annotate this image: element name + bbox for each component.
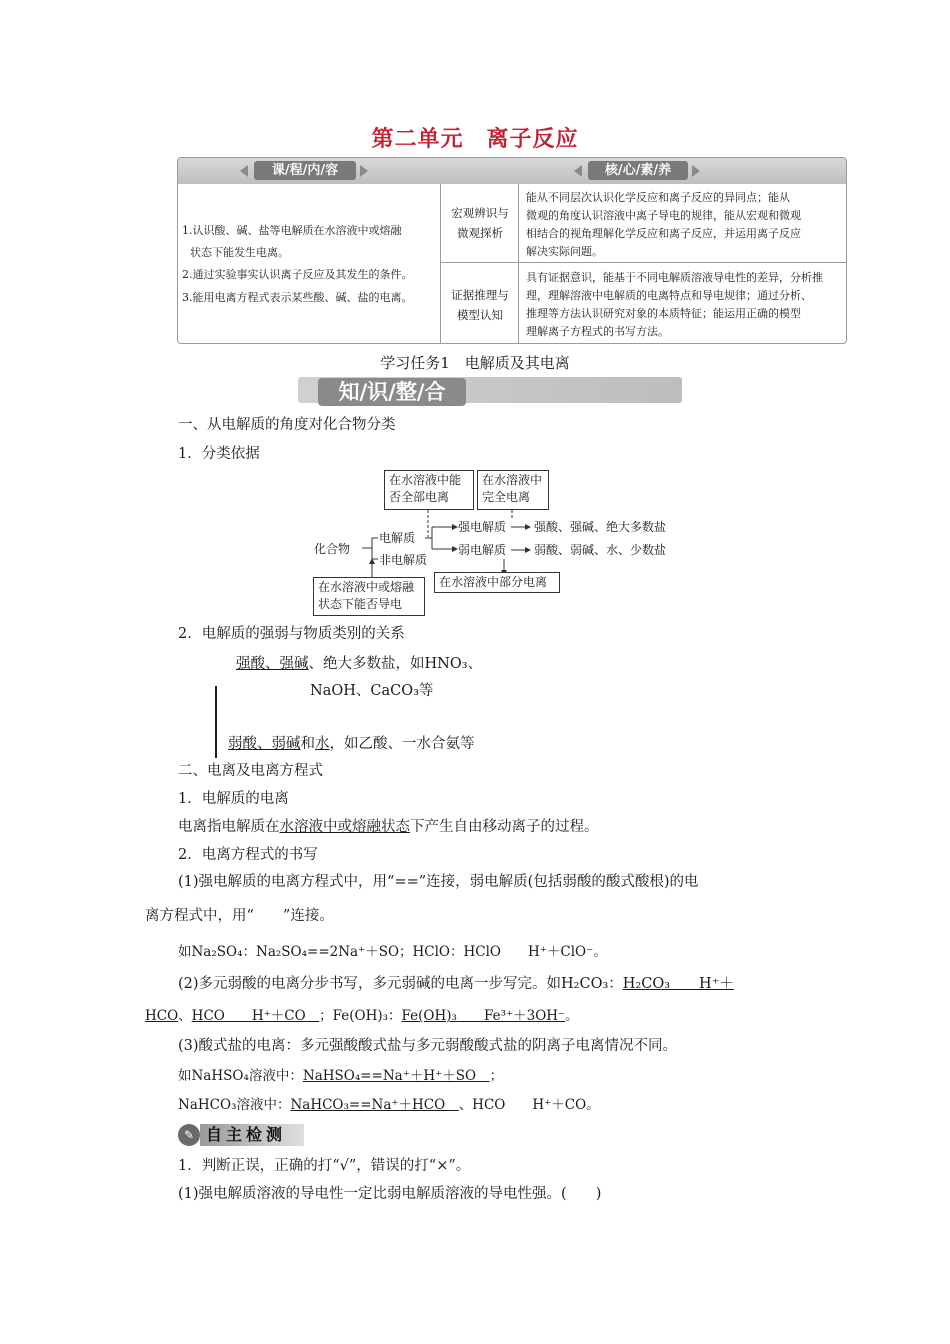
box-text: 在水溶液中或熔融 bbox=[318, 580, 415, 594]
banner-label: 知/识/整/合 bbox=[318, 378, 466, 406]
literacy-label: 模型认知 bbox=[457, 308, 503, 322]
course-item: 2.通过实验事实认识离子反应及其发生的条件。 bbox=[182, 268, 413, 281]
box-text: 状态下能否导电 bbox=[318, 597, 403, 611]
section-heading: 二、电离及电离方程式 bbox=[178, 763, 323, 779]
core-literacy-header: 核/心/素/养 bbox=[588, 161, 688, 180]
example bbox=[178, 1093, 600, 1113]
relation-text: ，如乙酸、一水合氨等 bbox=[329, 736, 475, 752]
paragraph-text: (2)多元弱酸的电离分步书写，多元弱碱的电离一步写完。如H₂CO₃： bbox=[178, 976, 623, 992]
literacy-label: 微观探析 bbox=[457, 226, 503, 240]
subheading: 1．分类依据 bbox=[178, 446, 260, 462]
bracket-line bbox=[215, 686, 217, 758]
right-arrow-icon bbox=[692, 165, 700, 177]
label-electrolyte: 电解质 bbox=[379, 531, 416, 545]
question-item: (1)强电解质溶液的导电性一定比弱电解质溶液的导电性强。( ) bbox=[178, 1186, 602, 1202]
answer-blank: H₂CO₃ H⁺＋ bbox=[622, 976, 734, 992]
separator: 、 bbox=[265, 656, 280, 672]
self-check-icon: ✎ bbox=[178, 1124, 200, 1146]
subheading: 2．电解质的强弱与物质类别的关系 bbox=[178, 626, 405, 642]
separator: 、 bbox=[257, 736, 272, 752]
definition bbox=[178, 815, 599, 836]
relation-text: 和 bbox=[300, 736, 315, 752]
box-text: 在水溶液中部分电离 bbox=[439, 575, 548, 589]
label-strong-electrolyte: 强电解质 bbox=[458, 520, 507, 534]
label-weak-result: 弱酸、弱碱、水、少数盐 bbox=[534, 543, 667, 557]
label-compound: 化合物 bbox=[314, 542, 351, 556]
paragraph: 离方程式中，用“ ”连接。 bbox=[145, 908, 334, 924]
separator: 、 bbox=[178, 1008, 192, 1024]
relation-line bbox=[236, 652, 482, 673]
literacy-text: 相结合的视角理解化学反应和离子反应，并运用离子反应 bbox=[526, 227, 801, 240]
relation-line: NaOH、CaCO₃等 bbox=[310, 683, 434, 699]
box-ionization-criterion bbox=[384, 470, 474, 510]
literacy-text: 能从不同层次认识化学反应和离子反应的异同点；能从 bbox=[526, 191, 790, 204]
example: 如Na₂SO₄：Na₂SO₄==2Na⁺＋SO；HClO：HClO H⁺＋ClO⁻。 bbox=[178, 944, 607, 960]
self-check-label: 自主检测 bbox=[200, 1124, 304, 1146]
example-text: ； bbox=[489, 1068, 504, 1084]
page-title: 第二单元 离子反应 bbox=[371, 127, 579, 152]
definition-text: 下产生自由移动离子的过程。 bbox=[410, 819, 599, 835]
answer-blank: HCO bbox=[145, 1008, 179, 1024]
answer-blank: NaHSO₄==Na⁺＋H⁺＋SO bbox=[302, 1068, 490, 1084]
paragraph bbox=[178, 972, 734, 993]
literacy-text: 理解离子方程式的书写方法。 bbox=[526, 325, 669, 338]
box-text: 否全部电离 bbox=[389, 490, 450, 504]
objectives-header-bar bbox=[178, 158, 846, 184]
knowledge-banner bbox=[298, 377, 682, 403]
answer-blank: 强酸 bbox=[236, 656, 265, 672]
answer-blank: 水 bbox=[315, 736, 330, 752]
literacy-label: 宏观辨识与 bbox=[451, 206, 509, 220]
right-arrow-icon bbox=[360, 165, 368, 177]
literacy-text: 微观的角度认识溶液中离子导电的规律，能从宏观和微观 bbox=[526, 209, 801, 222]
task-title: 学习任务1 电解质及其电离 bbox=[380, 354, 570, 372]
left-arrow-icon bbox=[240, 165, 248, 177]
paragraph bbox=[145, 1004, 579, 1024]
literacy-text: 具有证据意识，能基于不同电解质溶液导电性的差异，分析推 bbox=[526, 271, 823, 284]
subheading: 1．电解质的电离 bbox=[178, 791, 289, 807]
course-item: 1.认识酸、碱、盐等电解质在水溶液中或熔融 bbox=[182, 224, 402, 237]
example-text: 、HCO H⁺＋CO。 bbox=[458, 1097, 600, 1113]
objectives-table bbox=[177, 157, 847, 344]
literacy-text: 理，理解溶液中电解质的电离特点和导电规律；通过分析、 bbox=[526, 289, 812, 302]
box-text: 完全电离 bbox=[482, 490, 531, 504]
label-strong-result: 强酸、强碱、绝大多数盐 bbox=[534, 520, 667, 534]
paragraph-text: ；Fe(OH)₃： bbox=[319, 1008, 402, 1024]
answer-blank: HCO H⁺＋CO bbox=[191, 1008, 320, 1024]
box-conductivity-criterion bbox=[313, 577, 425, 616]
answer-blank: 强碱 bbox=[279, 656, 309, 672]
course-content-header: 课/程/内/容 bbox=[254, 161, 356, 180]
relation-line bbox=[228, 732, 475, 753]
box-partial-ionization bbox=[434, 572, 560, 593]
example bbox=[178, 1064, 503, 1084]
literacy-label: 证据推理与 bbox=[451, 288, 509, 302]
label-weak-electrolyte: 弱电解质 bbox=[458, 543, 507, 557]
definition-text: 电离指电解质在 bbox=[178, 819, 280, 835]
box-text: 在水溶液中能 bbox=[389, 473, 462, 487]
example-text: 如NaHSO₄溶液中： bbox=[178, 1068, 303, 1084]
left-arrow-icon bbox=[574, 165, 582, 177]
course-item: 3.能用电离方程式表示某些酸、碱、盐的电离。 bbox=[182, 291, 413, 304]
answer-blank: 水溶液中或熔融状态 bbox=[279, 819, 410, 835]
paragraph: (1)强电解质的电离方程式中，用“==”连接，弱电解质(包括弱酸的酸式酸根)的电 bbox=[178, 874, 699, 890]
course-item: 状态下能发生电离。 bbox=[190, 246, 289, 259]
literacy-text: 推理等方法认识研究对象的本质特征；能运用正确的模型 bbox=[526, 307, 801, 320]
box-text: 在水溶液中 bbox=[482, 473, 543, 487]
answer-blank: NaHCO₃==Na⁺＋HCO bbox=[290, 1097, 459, 1113]
answer-blank: 弱碱 bbox=[271, 736, 301, 752]
question: 1．判断正误，正确的打“√”，错误的打“×”。 bbox=[178, 1158, 471, 1174]
relation-text: 、绝大多数盐，如HNO₃、 bbox=[308, 656, 483, 672]
box-complete-ionization bbox=[477, 470, 549, 510]
paragraph-text: 。 bbox=[565, 1008, 579, 1024]
label-non-electrolyte: 非电解质 bbox=[379, 553, 428, 567]
example-text: NaHCO₃溶液中： bbox=[178, 1097, 291, 1113]
subheading: 2．电离方程式的书写 bbox=[178, 847, 318, 863]
section-heading: 一、从电解质的角度对化合物分类 bbox=[178, 417, 396, 433]
literacy-text: 解决实际问题。 bbox=[526, 245, 603, 258]
paragraph: (3)酸式盐的电离：多元强酸酸式盐与多元弱酸酸式盐的阴离子电离情况不同。 bbox=[178, 1038, 678, 1054]
answer-blank: 弱酸 bbox=[228, 736, 257, 752]
answer-blank: Fe(OH)₃ Fe³⁺＋3OH⁻ bbox=[401, 1008, 566, 1024]
